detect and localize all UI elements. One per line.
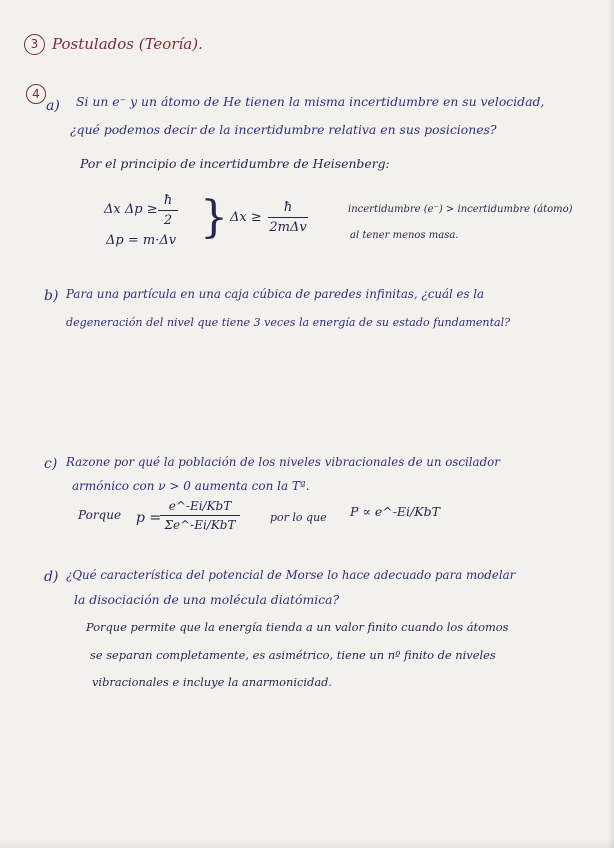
qa-line2: ¿qué podemos decir de la incertidumbre relativa en sus posiciones? (70, 122, 497, 137)
qc-porque: Porque (78, 508, 122, 522)
qa-note1: incertidumbre (e⁻) > incertidumbre (átomo) (348, 204, 573, 215)
qd-line4: se separan completamente, es asimétrico, tiene un nº finito de niveles (90, 648, 496, 662)
question-number: 4 (32, 87, 40, 101)
qc-fraction (160, 499, 240, 532)
qa-eq1-fraction (158, 193, 178, 228)
qc-label: c) (44, 456, 58, 472)
qb-line2: degeneración del nivel que tiene 3 veces la energía de su estado fundamental? (66, 316, 511, 329)
header-number: 3 (30, 37, 39, 51)
qa-line1: Si un e⁻ y un átomo de He tienen la misma incertidumbre en su velocidad, (76, 94, 545, 109)
header-number-circle (24, 34, 45, 55)
qa-line3: Por el principio de incertidumbre de Heisenberg: (80, 156, 390, 171)
qa-result-den: 2mΔv (269, 220, 307, 235)
qa-label: a) (46, 98, 60, 114)
qd-line3: Porque permite que la energía tienda a un valor finito cuando los átomos (86, 620, 509, 634)
qa-eq1-num: ħ (163, 193, 173, 208)
page-edge-shadow (608, 0, 614, 848)
qa-result-fraction (268, 200, 308, 235)
page-title: Postulados (Teoría). (52, 35, 203, 53)
qa-eq1-lhs: Δx Δp ≥ (104, 202, 158, 217)
qa-eq1-den: 2 (163, 213, 173, 228)
qc-p-den: Σe^-Ei/KbT (164, 518, 236, 532)
qb-label: b) (44, 288, 59, 304)
page-bottom-shadow (0, 838, 614, 848)
qa-brace: } (200, 192, 228, 243)
qd-line5: vibracionales e incluye la anarmonicidad. (92, 675, 333, 689)
qc-line1: Razone por qué la población de los niveles vibracionales de un oscilador (66, 455, 500, 469)
qc-p-num: e^-Ei/KbT (168, 499, 232, 513)
qc-line2: armónico con ν > 0 aumenta con la Tª. (72, 479, 310, 493)
question-number-circle (26, 84, 46, 104)
qd-label: d) (44, 569, 59, 585)
qa-eq2: Δp = m·Δv (106, 233, 177, 248)
qa-result-num: ħ (283, 200, 293, 215)
qb-line1: Para una partícula en una caja cúbica de paredes infinitas, ¿cuál es la (66, 287, 485, 301)
qa-result-lhs: Δx ≥ (230, 210, 262, 225)
qc-p-eq: p = (136, 510, 162, 526)
qd-line2: la disociación de una molécula diatómica? (74, 592, 340, 607)
qc-result: P ∝ e^-Ei/KbT (350, 504, 440, 519)
qc-conclusion: por lo que (270, 511, 327, 524)
qa-note2: al tener menos masa. (350, 230, 459, 241)
qd-line1: ¿Qué característica del potencial de Morse lo hace adecuado para modelar (66, 568, 516, 582)
